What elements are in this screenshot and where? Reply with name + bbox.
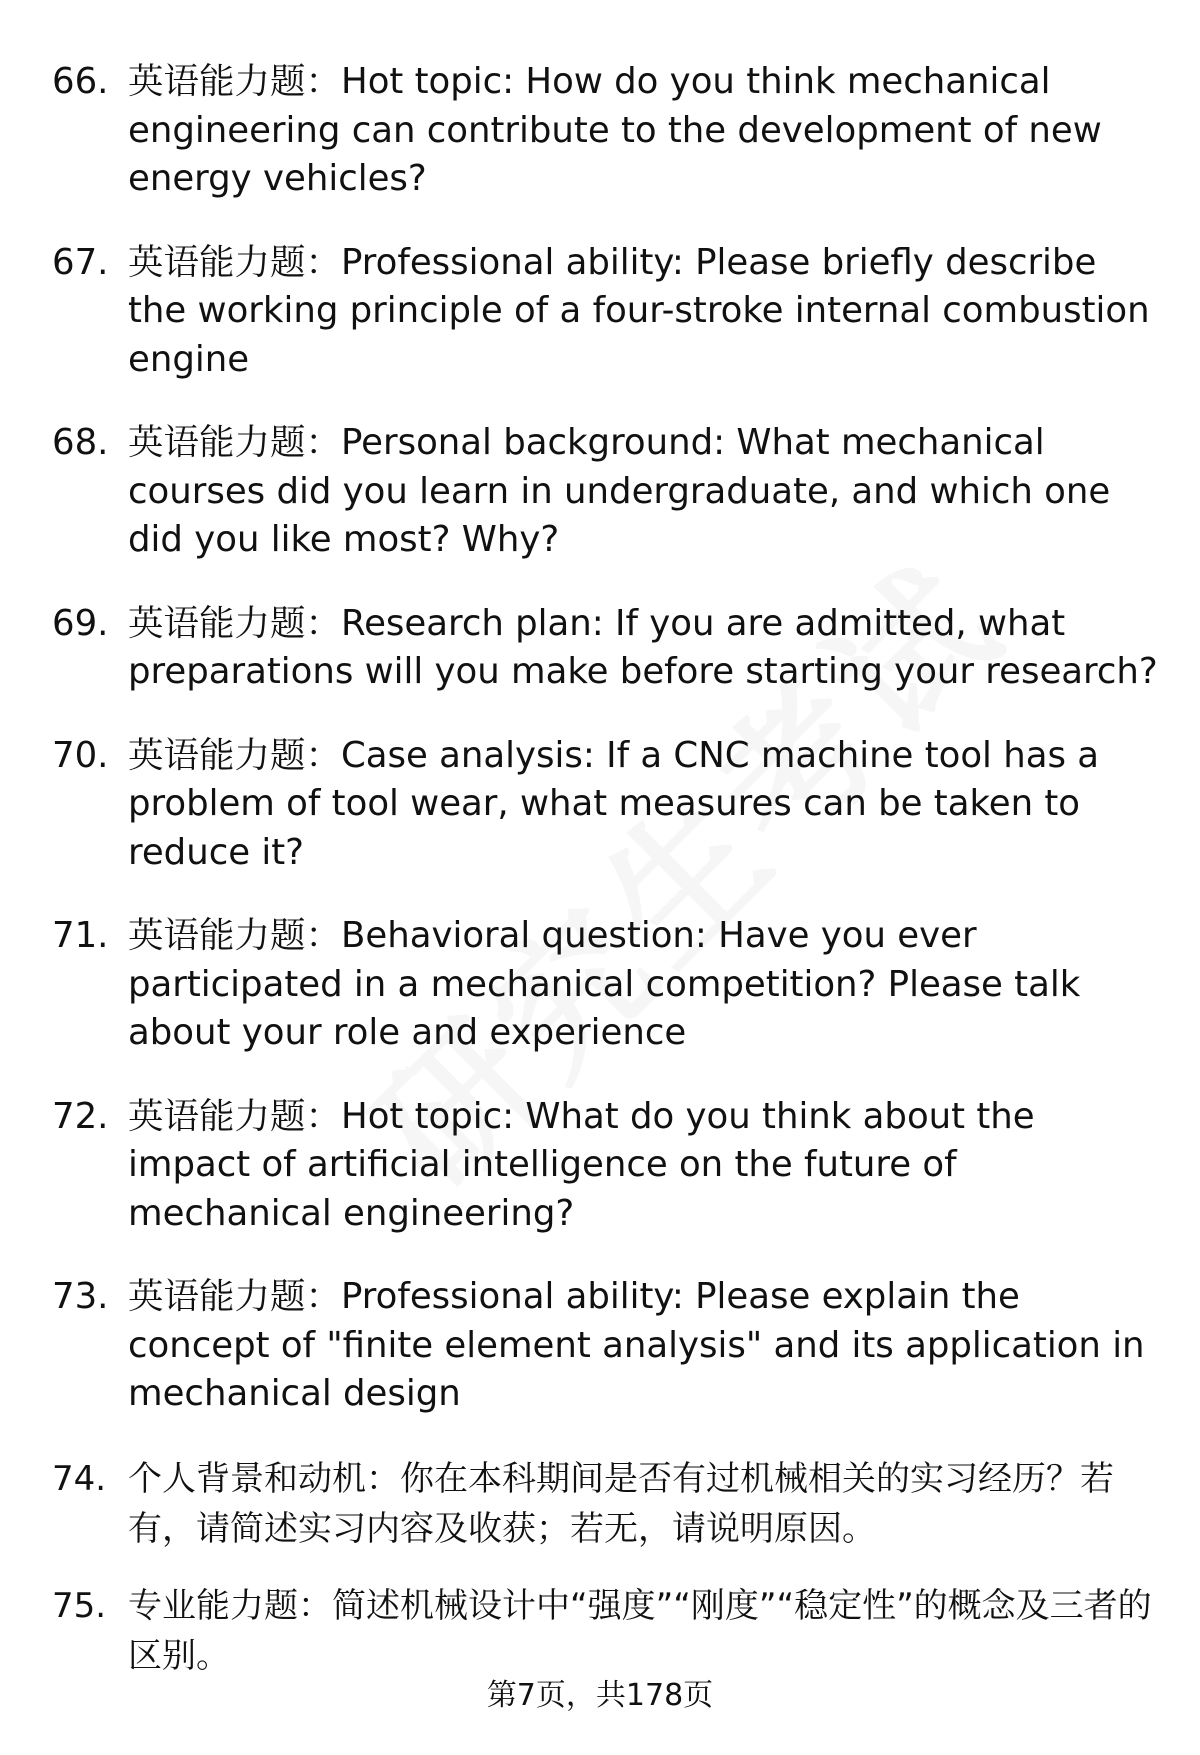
question-item [52, 732, 1162, 878]
question-number: 75. [52, 1585, 107, 1626]
question-text: 英语能力题：Professional ability: Please briefly describe the working principle of a four-stroke internal combustion engine [128, 241, 1150, 380]
question-item [52, 58, 1162, 204]
question-list [52, 58, 1162, 1708]
question-number: 69. [52, 602, 109, 644]
question-number: 73. [52, 1276, 109, 1317]
question-item [52, 600, 1162, 697]
question-text: 英语能力题：Professional ability: Please explain the concept of "finite element analysis" and its application in mechanical design [128, 1276, 1145, 1414]
question-text: 英语能力题：Behavioral question: Have you ever participated in a mechanical competition? Please talk about your role and experience [128, 915, 1081, 1053]
question-item [52, 239, 1162, 385]
question-item [52, 1454, 1162, 1554]
question-number: 74. [52, 1458, 107, 1499]
question-text: 英语能力题：Personal background: What mechanical courses did you learn in undergraduate, and which one did you like most? Why? [128, 422, 1111, 560]
question-item [52, 419, 1162, 565]
question-number: 71. [52, 915, 109, 956]
question-text: 英语能力题：Case analysis: If a CNC machine tool has a problem of tool wear, what measures can be taken to reduce it? [128, 734, 1099, 873]
question-text: 个人背景和动机：你在本科期间是否有过机械相关的实习经历？若有，请简述实习内容及收获；若无，请说明原因。 [128, 1458, 1114, 1549]
question-number: 70. [52, 734, 109, 776]
question-text: 英语能力题：Research plan: If you are admitted, what preparations will you make before starting your research? [128, 602, 1158, 692]
question-item [52, 1581, 1162, 1681]
question-number: 67. [52, 241, 109, 283]
question-text: 英语能力题：Hot topic: What do you think about the impact of artificial intelligence on the future of mechanical engineering? [128, 1095, 1035, 1234]
question-number: 72. [52, 1095, 109, 1137]
question-text: 专业能力题：简述机械设计中“强度”“刚度”“稳定性”的概念及三者的区别。 [128, 1585, 1152, 1676]
question-item [52, 1273, 1162, 1419]
question-number: 66. [52, 61, 109, 102]
page-footer: 第7页，共178页 [486, 1678, 714, 1713]
question-number: 68. [52, 422, 109, 463]
question-item [52, 912, 1162, 1058]
question-item [52, 1093, 1162, 1239]
question-text: 英语能力题：Hot topic: How do you think mechanical engineering can contribute to the development of new energy vehicles? [128, 61, 1102, 199]
